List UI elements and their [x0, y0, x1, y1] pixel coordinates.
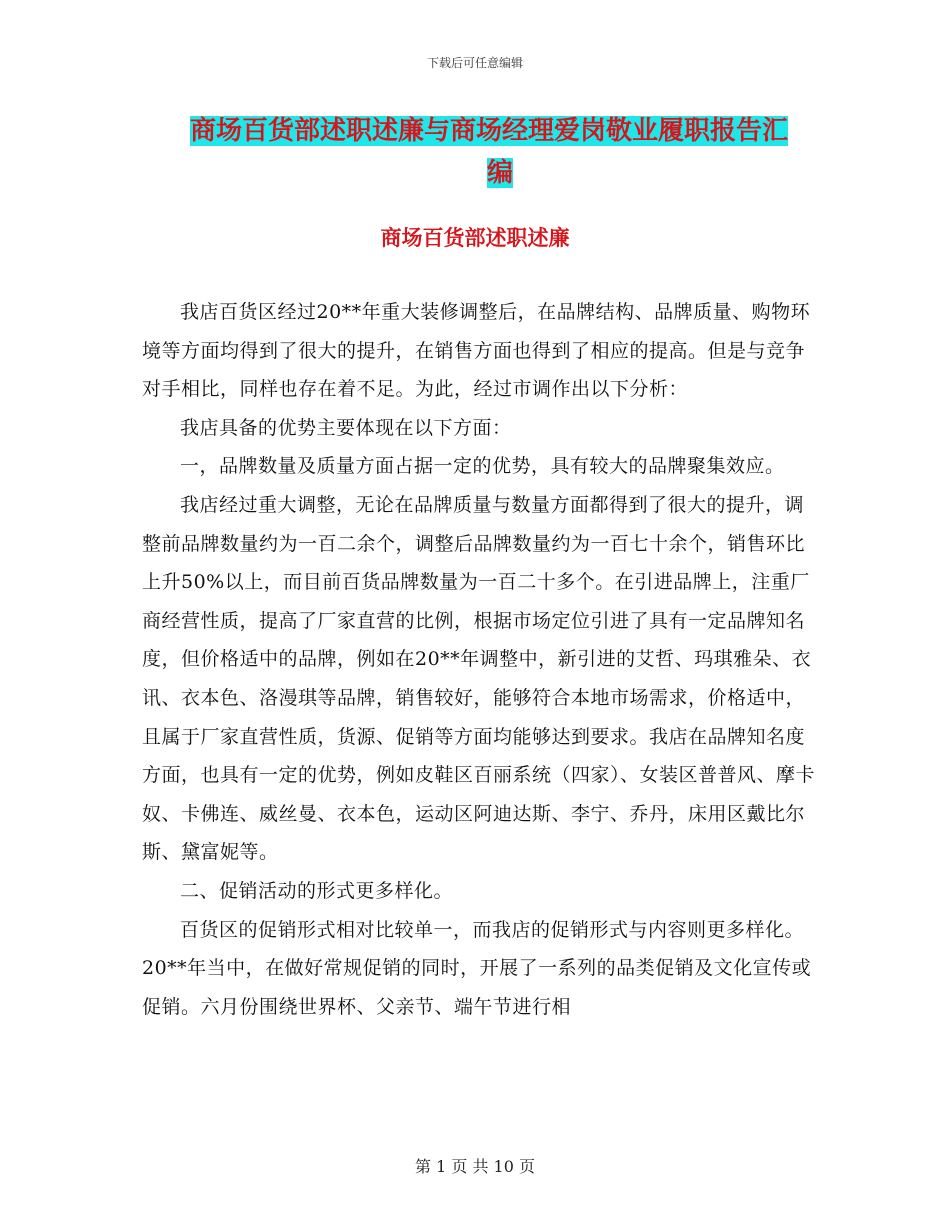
title-line-1: 商场百货部述职述廉与商场经理爱岗敬业履职报告汇	[190, 116, 789, 146]
paragraph: 二、促销活动的形式更多样化。	[180, 879, 454, 902]
paragraph: 我店百货区经过20**年重大装修调整后，在品牌结构、品牌质量、购物环境等方面均得到了很大的提升，在销售方面也得到了相应的提高。但是与竞争对手相比，同样也存在着不足。为此，经过市调作出以下分析：	[142, 301, 811, 401]
paragraph: 百货区的促销形式相对比较单一，而我店的促销形式与内容则更多样化。20**年当中，在做好常规促销的同时，开展了一系列的品类促销及文化宣传或促销。六月份围绕世界杯、父亲节、端午节进行相	[142, 918, 812, 1018]
section-title: 商场百货部述职述廉	[380, 225, 570, 250]
paragraph: 我店具备的优势主要体现在以下方面：	[180, 416, 512, 439]
page-number: 第 1 页 共 10 页	[415, 1157, 535, 1176]
paragraph: 一，品牌数量及质量方面占据一定的优势，具有较大的品牌聚集效应。	[180, 455, 785, 478]
paragraph: 我店经过重大调整，无论在品牌质量与数量方面都得到了很大的提升，调整前品牌数量约为一百二余个，调整后品牌数量约为一百七十余个，销售环比上升50%以上，而目前百货品牌数量为一百二十多个。在引进品牌上，注重厂商经营性质，提高了厂家直营的比例，根据市场定位引进了具有一定品牌知名度，但价格适中的品牌，例如在20**年调整中，新引进的艾哲、玛琪雅朵、衣讯、衣本色、洛漫琪等品牌，销售较好，能够符合本地市场需求，价格适中，且属于厂家直营性质，货源、促销等方面均能够达到要求。我店在品牌知名度方面，也具有一定的优势，例如皮鞋区百丽系统（四家）、女装区普普风、摩卡奴、卡佛连、威丝曼、衣本色，运动区阿迪达斯、李宁、乔丹，床用区戴比尔斯、黛富妮等。	[142, 493, 816, 864]
title-line-2: 编	[486, 158, 513, 188]
page-header-note: 下载后可任意编辑	[426, 56, 523, 70]
body-text	[142, 293, 822, 1026]
document-title	[190, 110, 810, 194]
